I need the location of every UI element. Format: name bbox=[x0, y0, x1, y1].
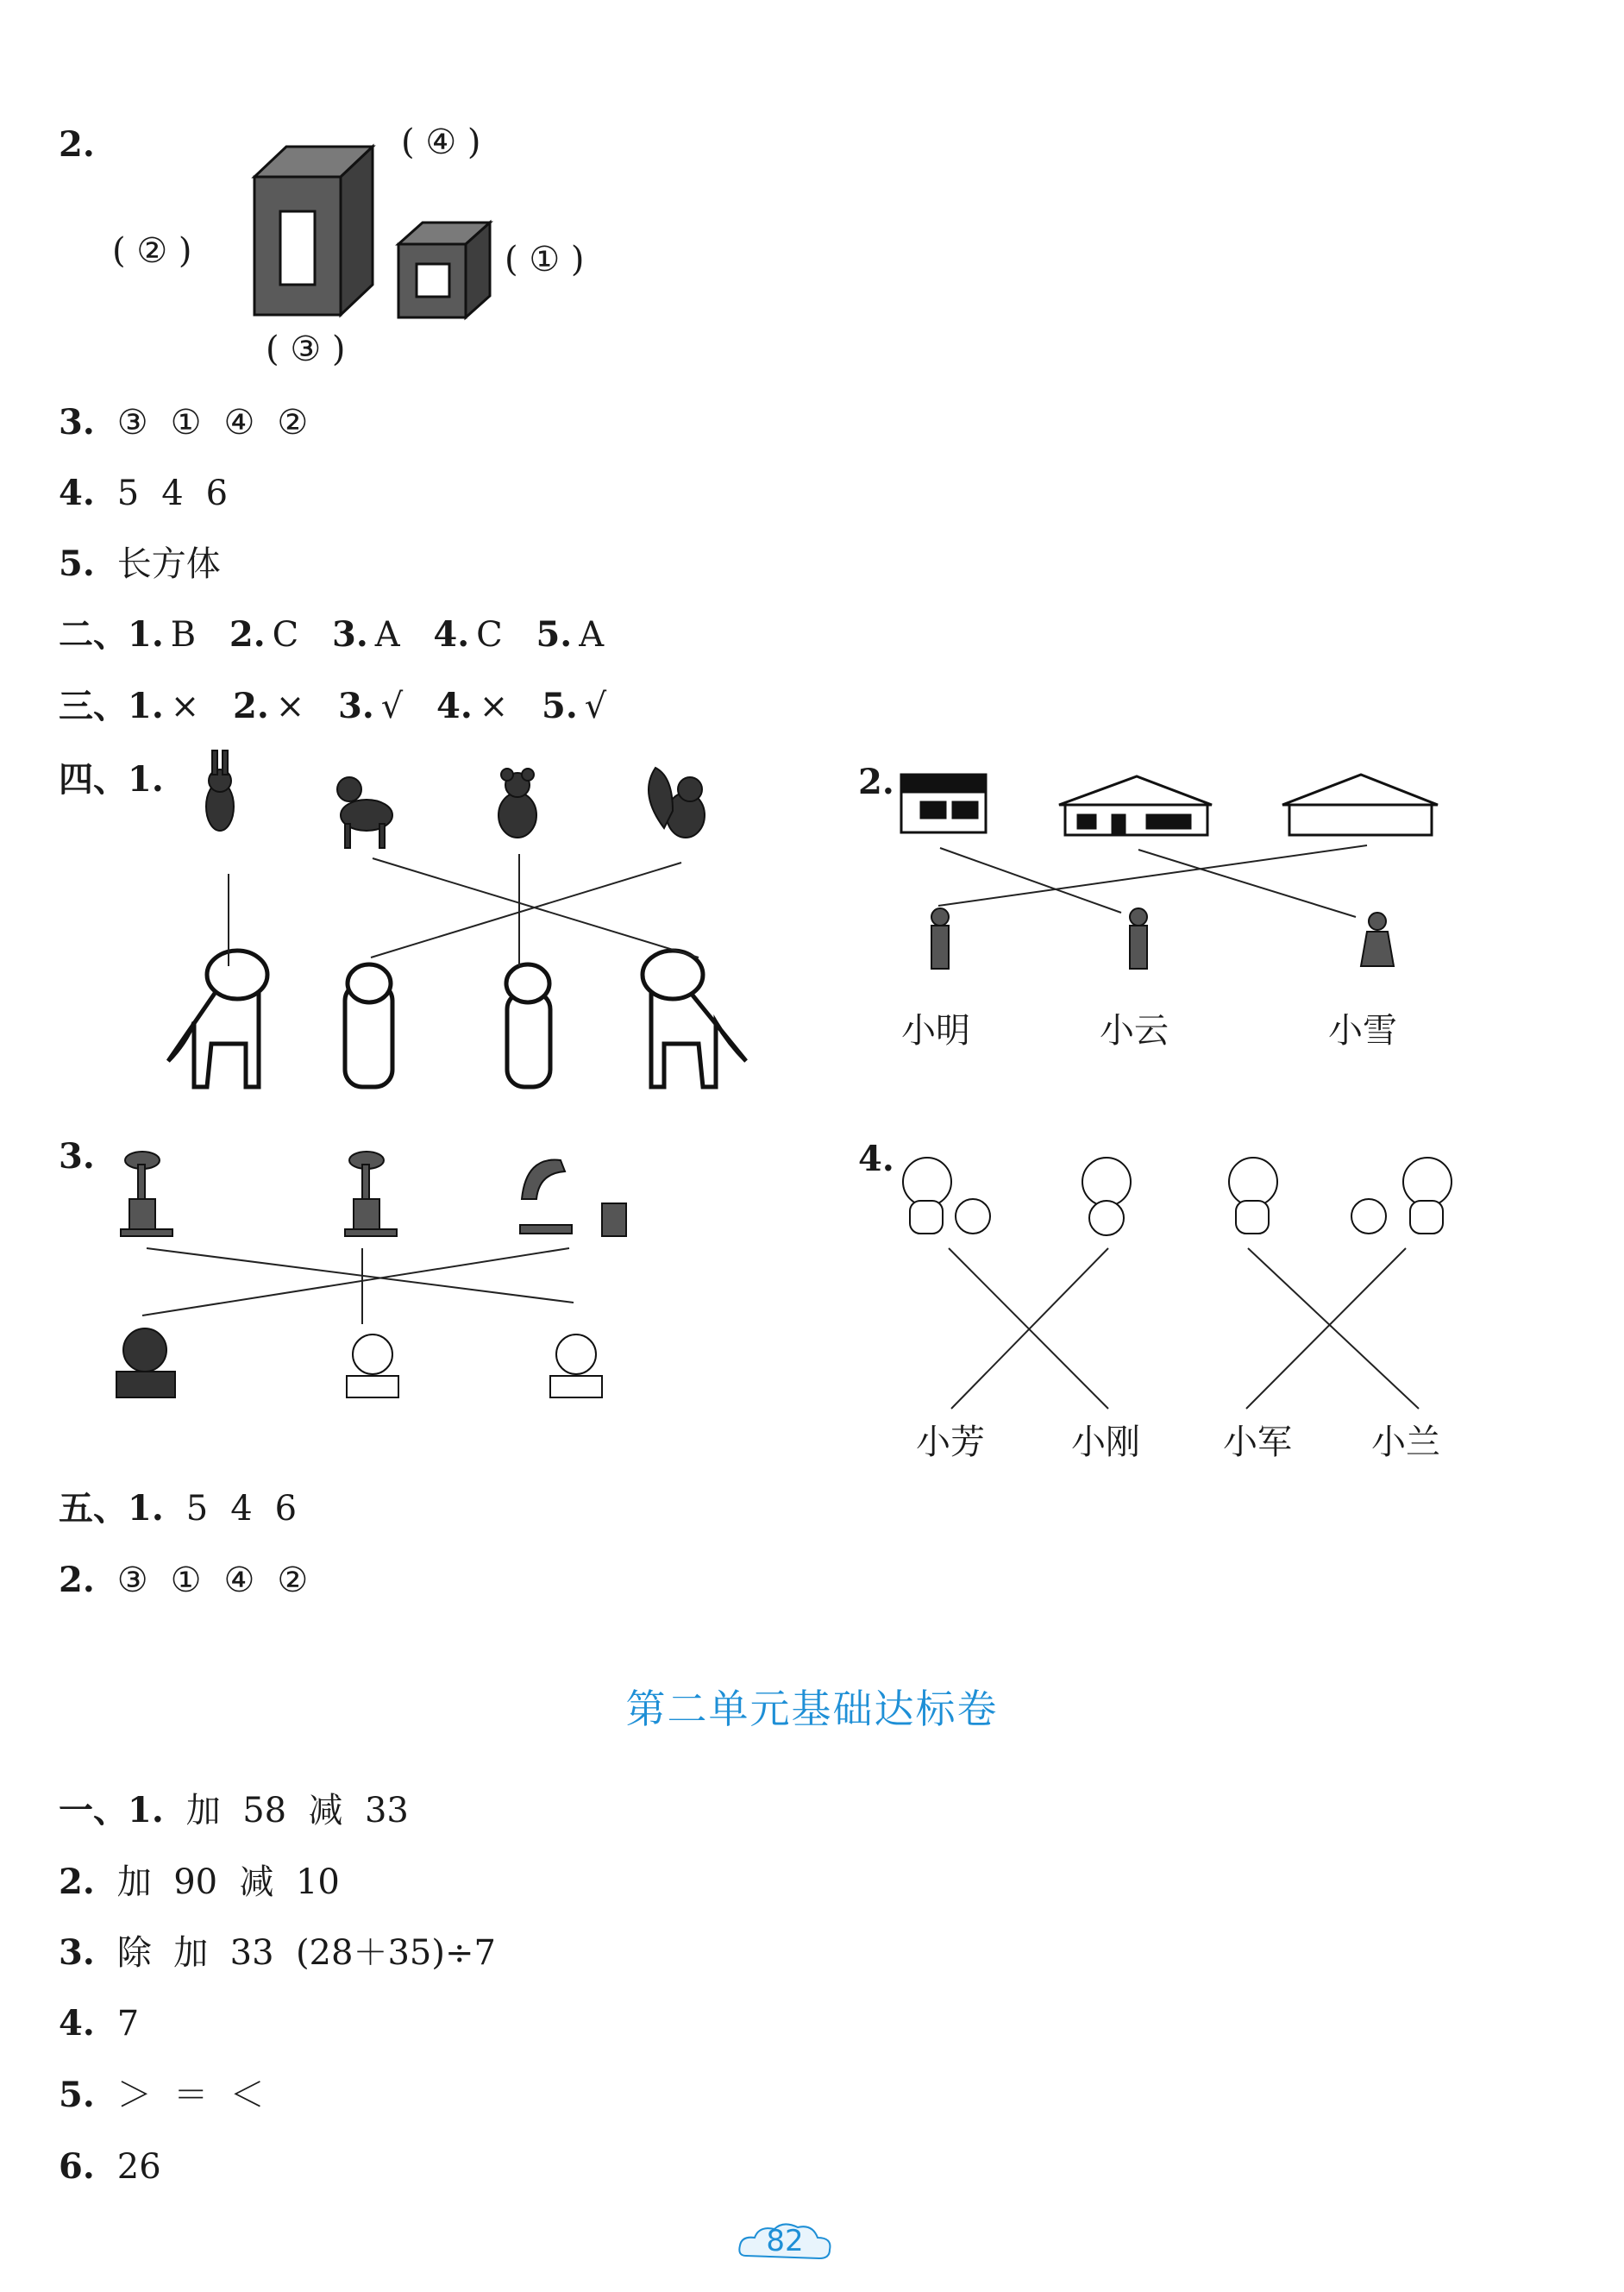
u2-q2-row: 2. 加 90 减 10 bbox=[59, 1862, 340, 1902]
sec4-q3-children bbox=[116, 1328, 602, 1397]
u2-q5-row: 5. ＞ ＝ ＜ bbox=[59, 2075, 265, 2115]
sec5-q2-row: 2. ③ ① ④ ② bbox=[59, 1560, 309, 1600]
sec4-q4-match-lines bbox=[949, 1248, 1419, 1409]
u2-q3-row: 3. 除 加 33 (28＋35)÷7 bbox=[59, 1932, 496, 1973]
sec4-q3-match-lines bbox=[142, 1248, 574, 1324]
sec4-q4-name-2: 小刚 bbox=[1071, 1422, 1140, 1462]
sec4-q1-match-lines bbox=[229, 854, 699, 966]
u2-q6-row: 6. 26 bbox=[59, 2146, 161, 2187]
animal-figures bbox=[206, 750, 705, 848]
horse-figures bbox=[168, 951, 746, 1087]
unit-title: 第二单元基础达标卷 bbox=[625, 1686, 999, 1732]
u2-q4-row: 4. 7 bbox=[59, 2003, 140, 2044]
sec2-row: 二、1. B 2. C 3. A 4. C 5. A bbox=[59, 614, 605, 655]
u2-q1-row: 一、1. 加 58 减 33 bbox=[59, 1790, 409, 1830]
sec4-q2-name-3: 小雪 bbox=[1328, 1011, 1397, 1051]
sec4-q4-name-1: 小芳 bbox=[916, 1422, 985, 1462]
q2-left-label: ( ② ) bbox=[112, 231, 192, 271]
sec4-q2-match-lines bbox=[938, 845, 1367, 917]
sec4-prefix: 四、1. bbox=[59, 759, 164, 800]
panda-figures bbox=[903, 1158, 1452, 1235]
small-cube-figure bbox=[398, 223, 490, 317]
q2-number: 2. bbox=[59, 124, 95, 165]
sec4-q2-name-2: 小云 bbox=[1100, 1011, 1169, 1051]
sec4-q4-name-4: 小兰 bbox=[1371, 1422, 1440, 1462]
q5-row: 5. 长方体 bbox=[59, 543, 221, 584]
q4-row: 4. 5 4 6 bbox=[59, 473, 229, 513]
tall-cuboid-figure bbox=[254, 147, 373, 315]
sec4-q2-name-1: 小明 bbox=[901, 1011, 970, 1051]
child-figures bbox=[931, 908, 1394, 969]
q3-row: 3. ③ ① ④ ② bbox=[59, 402, 309, 443]
sec4-q4-name-3: 小军 bbox=[1223, 1422, 1292, 1462]
sec4-q3-number: 3. bbox=[59, 1136, 95, 1177]
page-number-badge bbox=[733, 2217, 837, 2269]
sec4-q2-number: 2. bbox=[858, 762, 894, 802]
sec3-row: 三、1. × 2. × 3. √ 4. × 5. √ bbox=[59, 686, 607, 726]
q2-bottom-label: ( ③ ) bbox=[266, 330, 346, 369]
sec4-q4-number: 4. bbox=[858, 1139, 894, 1179]
house-figures bbox=[901, 775, 1438, 835]
q2-top-label: ( ④ ) bbox=[401, 122, 481, 162]
q2-right-label: ( ① ) bbox=[505, 240, 585, 279]
sec5-q1-row: 五、1. 5 4 6 bbox=[59, 1488, 298, 1529]
lamp-figures bbox=[121, 1152, 626, 1236]
page-number: 82 bbox=[766, 2224, 804, 2258]
